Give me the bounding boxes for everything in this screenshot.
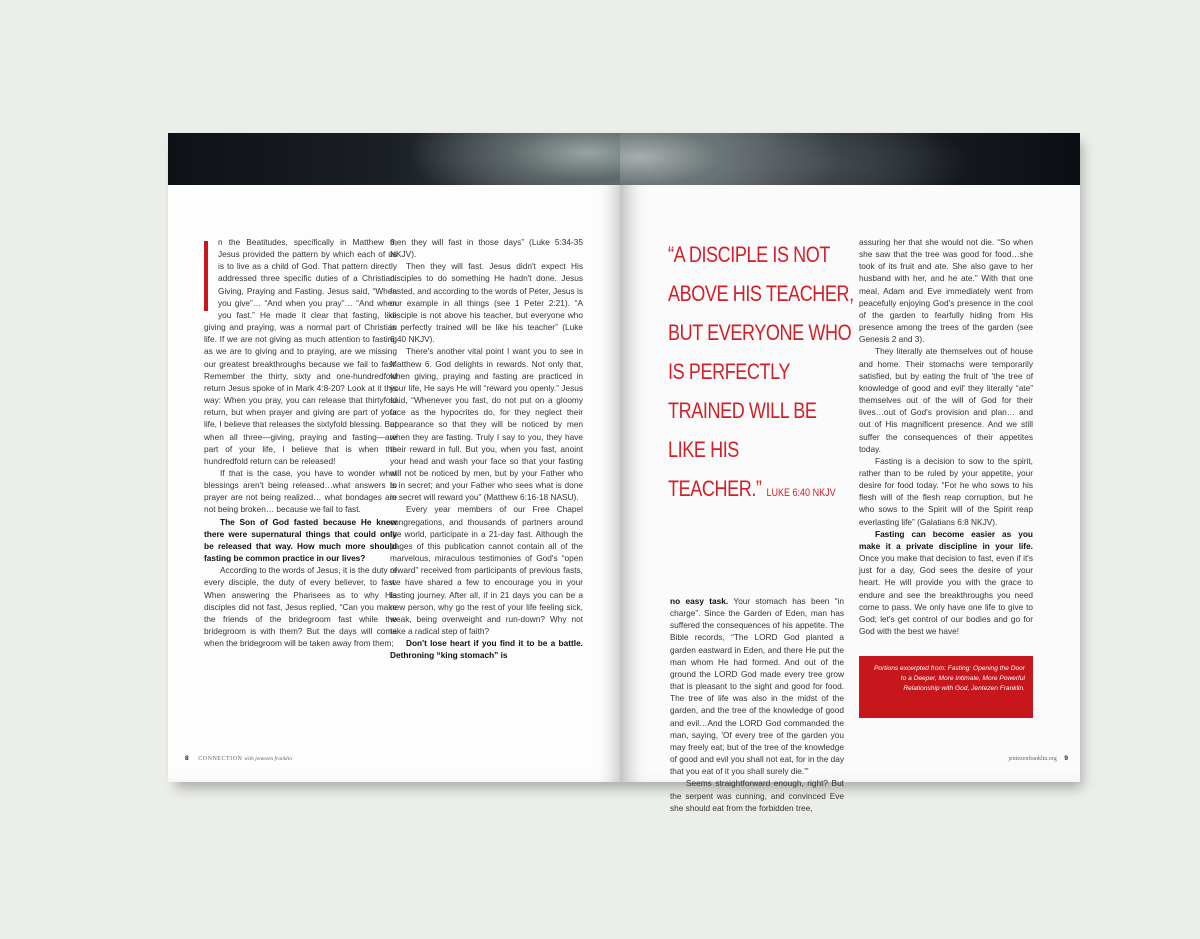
left-column-1 [204, 236, 397, 649]
page-number: 8 [185, 755, 189, 762]
paragraph: Then they will fast. Jesus didn't expect His disciples to do something He hadn't done. Jesus fasted, and according to the words of Peter, Jesus is our example in all things (see 1 Peter 2:21). “A disciple is not above his teacher, but everyone who is perfectly trained will be like his teacher” (Luke 6:40 NKJV). [390, 261, 583, 345]
right-column-1 [670, 595, 844, 814]
paragraph: assuring her that she would not die. “So when she saw that the tree was good for food…she took of its fruit and ate. She also gave to her husband with her, and he ate.” With that one meal, Adam and Eve immediately went from peacefully enjoying God's presence in the cool of the garden to fearfully hiding from His presence among the trees of the garden (see Genesis 2 and 3). [859, 237, 1033, 345]
paragraph: They literally ate themselves out of house and home. Their stomachs were temporarily satisfied, but by eating the fruit of 'the tree of knowledge of good and evil' they literally “ate” themselves out of the will of God for their lives…out of God's provision and plan… and out of His magnificent presence. And we still suffer the consequences of their appetites today. [859, 346, 1033, 454]
subhead-paragraph: The Son of God fasted because He knew there were supernatural things that could only be released that way. How much more should fasting be common practice in our lives? [204, 516, 397, 564]
paragraph: n the Beatitudes, specifically in Matthew 6, Jesus provided the pattern by which each of us is to live as a child of God. That pattern directly addressed three specific duties of a Christian: Giving, Praying and Fasting. Jesus said, “When you give”… “And when you pray”… “And when you fast.” He made it clear that fasting, like giving and praying, was a normal part of Christian life. If we are not giving as much attention to fasting as we are to giving and to praying, are we missing our greatest breakthroughs because we fail to fast. Remember the thirty, sixty and one-hundredfold return Jesus spoke of in Mark 4:8-20? Look at it this way: When you pray, you can release that thirtyfold return, but when prayer and giving are part of your life, I believe that releases the sixtyfold blessing. But when all three—giving, praying and fasting—are part of your life, I believe that is when the hundredfold return can be released! [204, 237, 397, 466]
pull-quote [668, 235, 857, 513]
header-photo-banner [168, 133, 620, 185]
header-photo-banner [620, 133, 1080, 185]
paragraph: Every year members of our Free Chapel congregations, and thousands of partners around the world, participate in a 21-day fast. Although the pages of this publication cannot contain all of the marvelous, miraculous testimonies of God's “open reward” received from participants of previous fasts, we have shared a few to encourage you in your fasting journey. After all, if in 21 days you can be a new person, why go the rest of your life feeling sick, weak, being overweight and run-down? Why not take a radical step of faith? [390, 504, 583, 636]
paragraph: According to the words of Jesus, it is the duty of every disciple, the duty of every believer, to fast. When answering the Pharisees as to why His disciples did not fast, Jesus replied, “Can you make the friends of the bridegroom fast while the bridegroom is with them? But the days will come when the bridegroom will be taken away from them; [204, 565, 397, 649]
right-page-footer [1008, 755, 1068, 762]
subhead-paragraph: Don't lose heart if you find it to be a battle. Dethroning “king stomach” is [390, 638, 583, 661]
paragraph: no easy task. Your stomach has been “in charge”. Since the Garden of Eden, man has suffered the consequences of his appetite. The Bible records, “The LORD God planted a garden eastward in Eden, and there He put the man whom He had formed. And out of the ground the LORD God made every tree grow that is pleasant to the sight and good for food. The tree of life was also in the midst of the garden, and the tree of the knowledge of good and evil…And the LORD God commanded the man, saying, 'Of every tree of the garden you may freely eat; but of the tree of the knowledge of good and evil you shall not eat, for in the day that you eat of it you shall surely die.'” [670, 596, 844, 777]
page-number: 9 [1064, 755, 1068, 762]
left-page-footer [185, 755, 292, 762]
masthead: CONNECTION with jentezen franklin [198, 756, 292, 762]
paragraph: Fasting can become easier as you make it a private discipline in your life. Once you make that decision to fast, even if it's just for a day, God sees the desire of your heart. He will provide you with the grace to endure and see the breakthroughs you need come to pass. We only have one life to give to God; let's get control of our bodies and go for God with the best we have! [859, 528, 1033, 636]
left-page [168, 133, 620, 782]
paragraph: Fasting is a decision to sow to the spirit, rather than to be ruled by your appetite, your desire for food today. “For he who sows to his flesh will of the flesh reap corruption, but he who sows to the Spirit will of the Spirit reap everlasting life” (Galatians 6:8 NKJV). [859, 455, 1033, 527]
right-page [620, 133, 1080, 813]
paragraph: There's another vital point I want you to see in Matthew 6. God delights in rewards. Not only that, when giving, praying and fasting are practiced in your life, He says He will “reward you openly.” Jesus said, “Whenever you fast, do not put on a gloomy face as the hypocrites do, for they neglect their appearance so that they will be noticed by men when they are fasting. Truly I say to you, they have their reward in full. But you, when you fast, anoint your head and wash your face so that your fasting will not be noticed by men, but by your Father who is in secret; and your Father who sees what is done in secret will reward you” (Matthew 6:16-18 NASU). [390, 346, 583, 503]
paragraph: If that is the case, you have to wonder what blessings aren't being released…what answers to prayer are not being realized… what bondages are not being broken… because we fail to fast. [204, 467, 397, 515]
paragraph: then they will fast in those days” (Luke 5:34-35 NKJV). [390, 237, 583, 260]
left-column-2 [390, 236, 583, 661]
drop-cap-i [204, 241, 208, 311]
pull-quote-text: “A DISCIPLE IS NOT ABOVE HIS TEACHER, BUT EVERYONE WHO IS PERFECTLY TRAINED WILL BE LIKE HIS TEACHER.” [668, 242, 854, 501]
right-column-2 [859, 236, 1033, 637]
paragraph: Seems straightforward enough, right? But the serpent was cunning, and convinced Eve she should eat from the forbidden tree, [670, 778, 844, 813]
excerpt-note-box: Portions excerpted from: Fasting: Opening the Door to a Deeper, More Intimate, More Powerful Relationship with God, Jentezen Franklin. [859, 656, 1033, 718]
pull-quote-attribution: LUKE 6:40 NKJV [766, 487, 836, 499]
website: jentezenfranklin.org [1008, 756, 1057, 762]
